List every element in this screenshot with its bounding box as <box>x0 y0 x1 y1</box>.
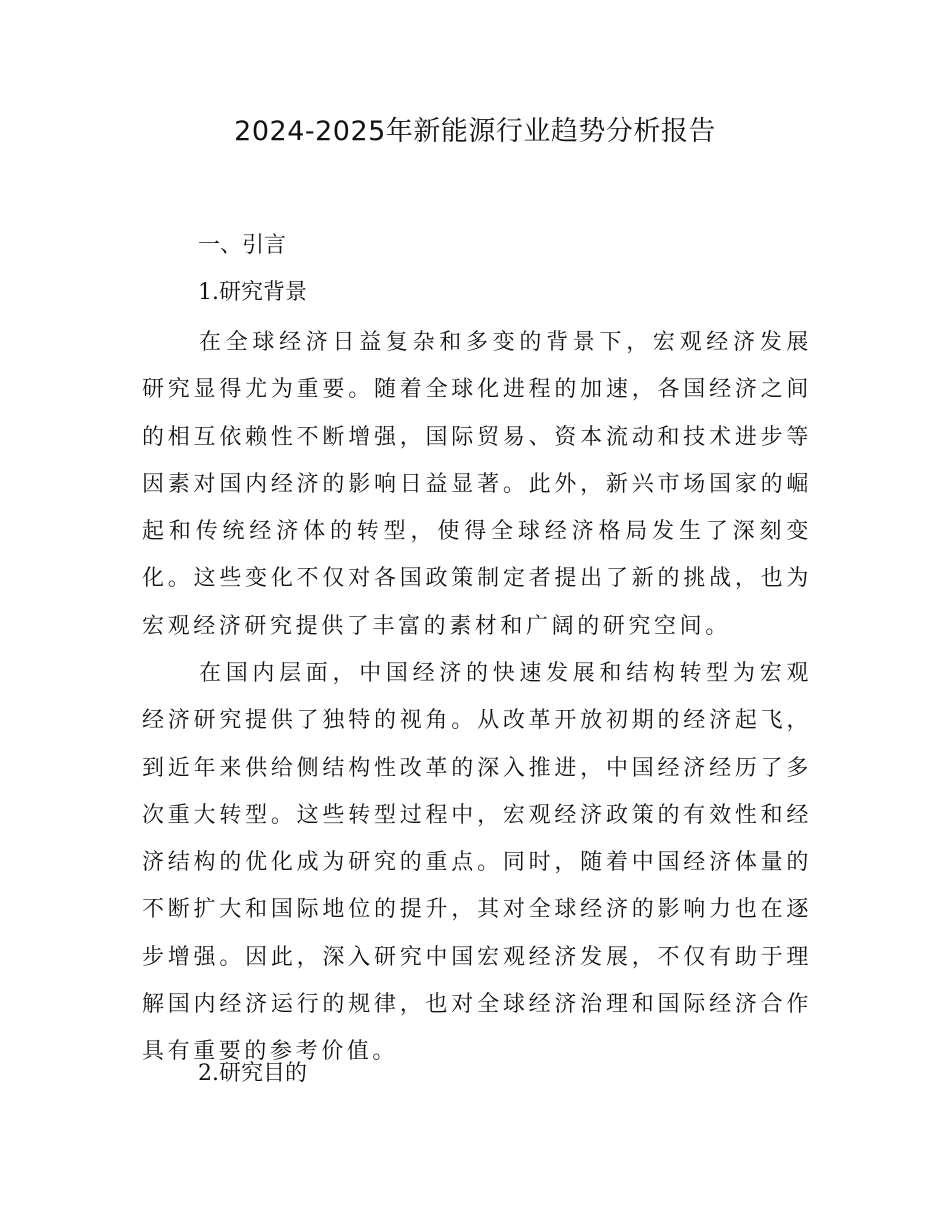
subsection-heading-research-background: 1.研究背景 <box>198 280 307 305</box>
document-title: 2024-2025年新能源行业趋势分析报告 <box>234 116 716 147</box>
subsection-heading-research-purpose: 2.研究目的 <box>198 1061 307 1086</box>
body-paragraph: 在国内层面，中国经济的快速发展和结构转型为宏观经济研究提供了独特的视角。从改革开放初期的经济起飞，到近年来供给侧结构性改革的深入推进，中国经济经历了多次重大转型。这些转型过程中，宏观经济政策的有效性和经济结构的优化成为研究的重点。同时，随着中国经济体量的不断扩大和国际地位的提升，其对全球经济的影响力也在逐步增强。因此，深入研究中国宏观经济发展，不仅有助于理解国内经济运行的规律，也对全球经济治理和国际经济合作具有重要的参考价值。 <box>142 661 812 1065</box>
body-paragraph: 在全球经济日益复杂和多变的背景下，宏观经济发展研究显得尤为重要。随着全球化进程的加速，各国经济之间的相互依赖性不断增强，国际贸易、资本流动和技术进步等因素对国内经济的影响日益显著。此外，新兴市场国家的崛起和传统经济体的转型，使得全球经济格局发生了深刻变化。这些变化不仅对各国政策制定者提出了新的挑战，也为宏观经济研究提供了丰富的素材和广阔的研究空间。 <box>142 330 812 639</box>
section-heading-introduction: 一、引言 <box>198 233 287 258</box>
